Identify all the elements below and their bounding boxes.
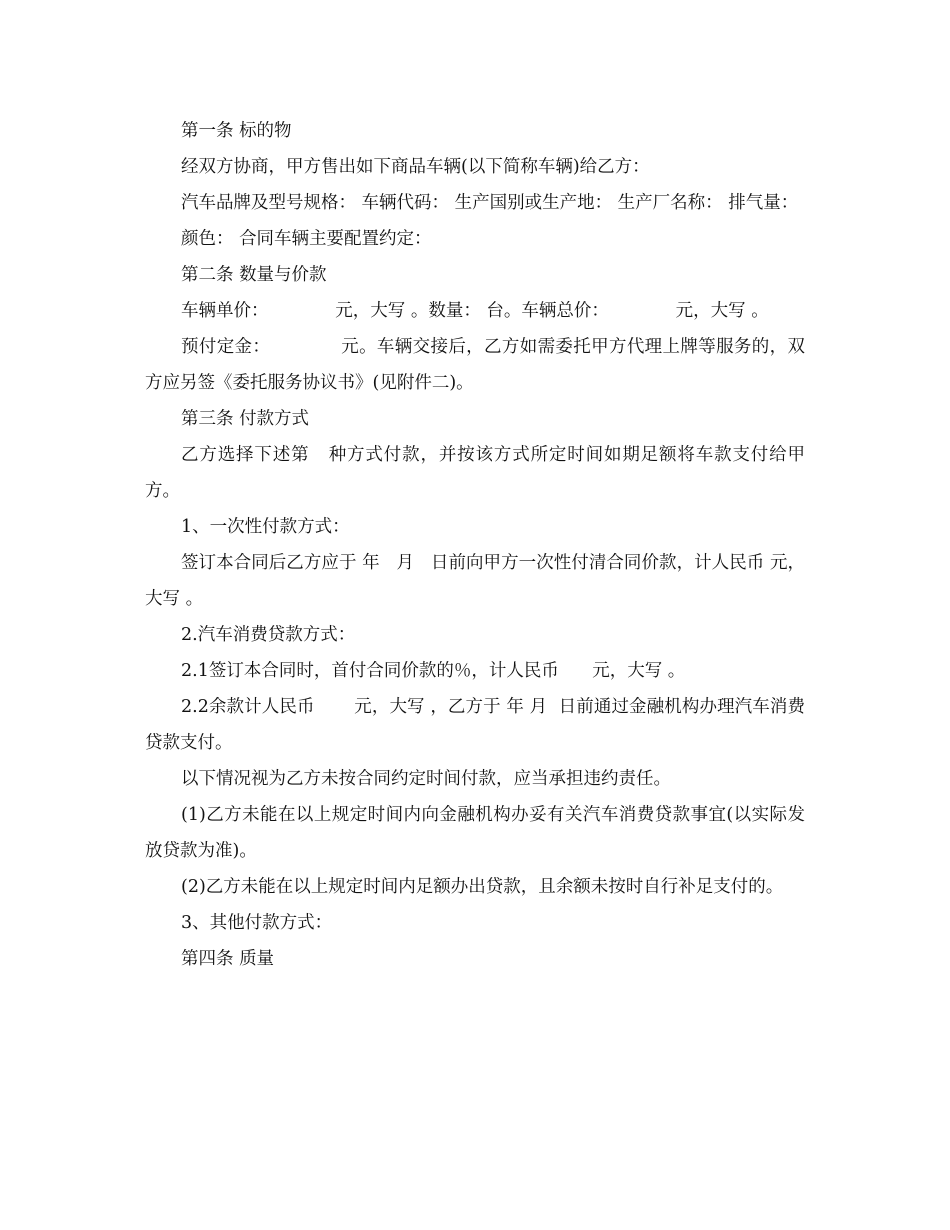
price-quantity-line: 车辆单价： 元，大写 。数量： 台。车辆总价： 元，大写 。 <box>181 301 769 321</box>
article-3-heading: 第三条 付款方式 <box>181 409 310 429</box>
lump-sum-clause: 签订本合同后乙方应于 年 月 日前向甲方一次性付清合同价款，计人民币 元，大写 。 <box>145 553 805 609</box>
loan-clause-2-1: 2.1签订本合同时，首付合同价款的％，计人民币 元，大写 。 <box>181 661 686 681</box>
loan-clause-2-2: 2.2余款计人民币 元，大写 ，乙方于 年 月 日前通过金融机构办理汽车消费贷款支付。 <box>145 697 805 753</box>
breach-item-2: (2)乙方未能在以上规定时间内足额办出贷款，且余额未按时自行补足支付的。 <box>181 877 784 897</box>
article-2-heading: 第二条 数量与价款 <box>181 265 327 285</box>
loan-heading: 2.汽车消费贷款方式： <box>181 625 356 645</box>
lump-sum-heading: 1、一次性付款方式： <box>181 517 350 537</box>
article-1-intro: 经双方协商，甲方售出如下商品车辆(以下简称车辆)给乙方： <box>181 157 650 177</box>
breach-item-1: (1)乙方未能在以上规定时间内向金融机构办妥有关汽车消费贷款事宜(以实际发放贷款为准)。 <box>145 805 805 861</box>
vehicle-color-config: 颜色： 合同车辆主要配置约定： <box>181 229 432 249</box>
vehicle-spec-fields: 汽车品牌及型号规格： 车辆代码： 生产国别或生产地： 生产厂名称： 排气量： <box>181 193 799 213</box>
payment-method-choice: 乙方选择下述第 种方式付款，并按该方式所定时间如期足额将车款支付给甲方。 <box>145 445 805 501</box>
article-4-heading: 第四条 质量 <box>181 949 275 969</box>
article-1-heading: 第一条 标的物 <box>181 121 292 141</box>
other-payment-heading: 3、其他付款方式： <box>181 913 333 933</box>
deposit-clause: 预付定金： 元。车辆交接后，乙方如需委托甲方代理上牌等服务的，双方应另签《委托服务协议书》(见附件二)。 <box>145 337 805 393</box>
breach-intro: 以下情况视为乙方未按合同约定时间付款，应当承担违约责任。 <box>181 769 671 789</box>
document-body <box>145 113 805 977</box>
